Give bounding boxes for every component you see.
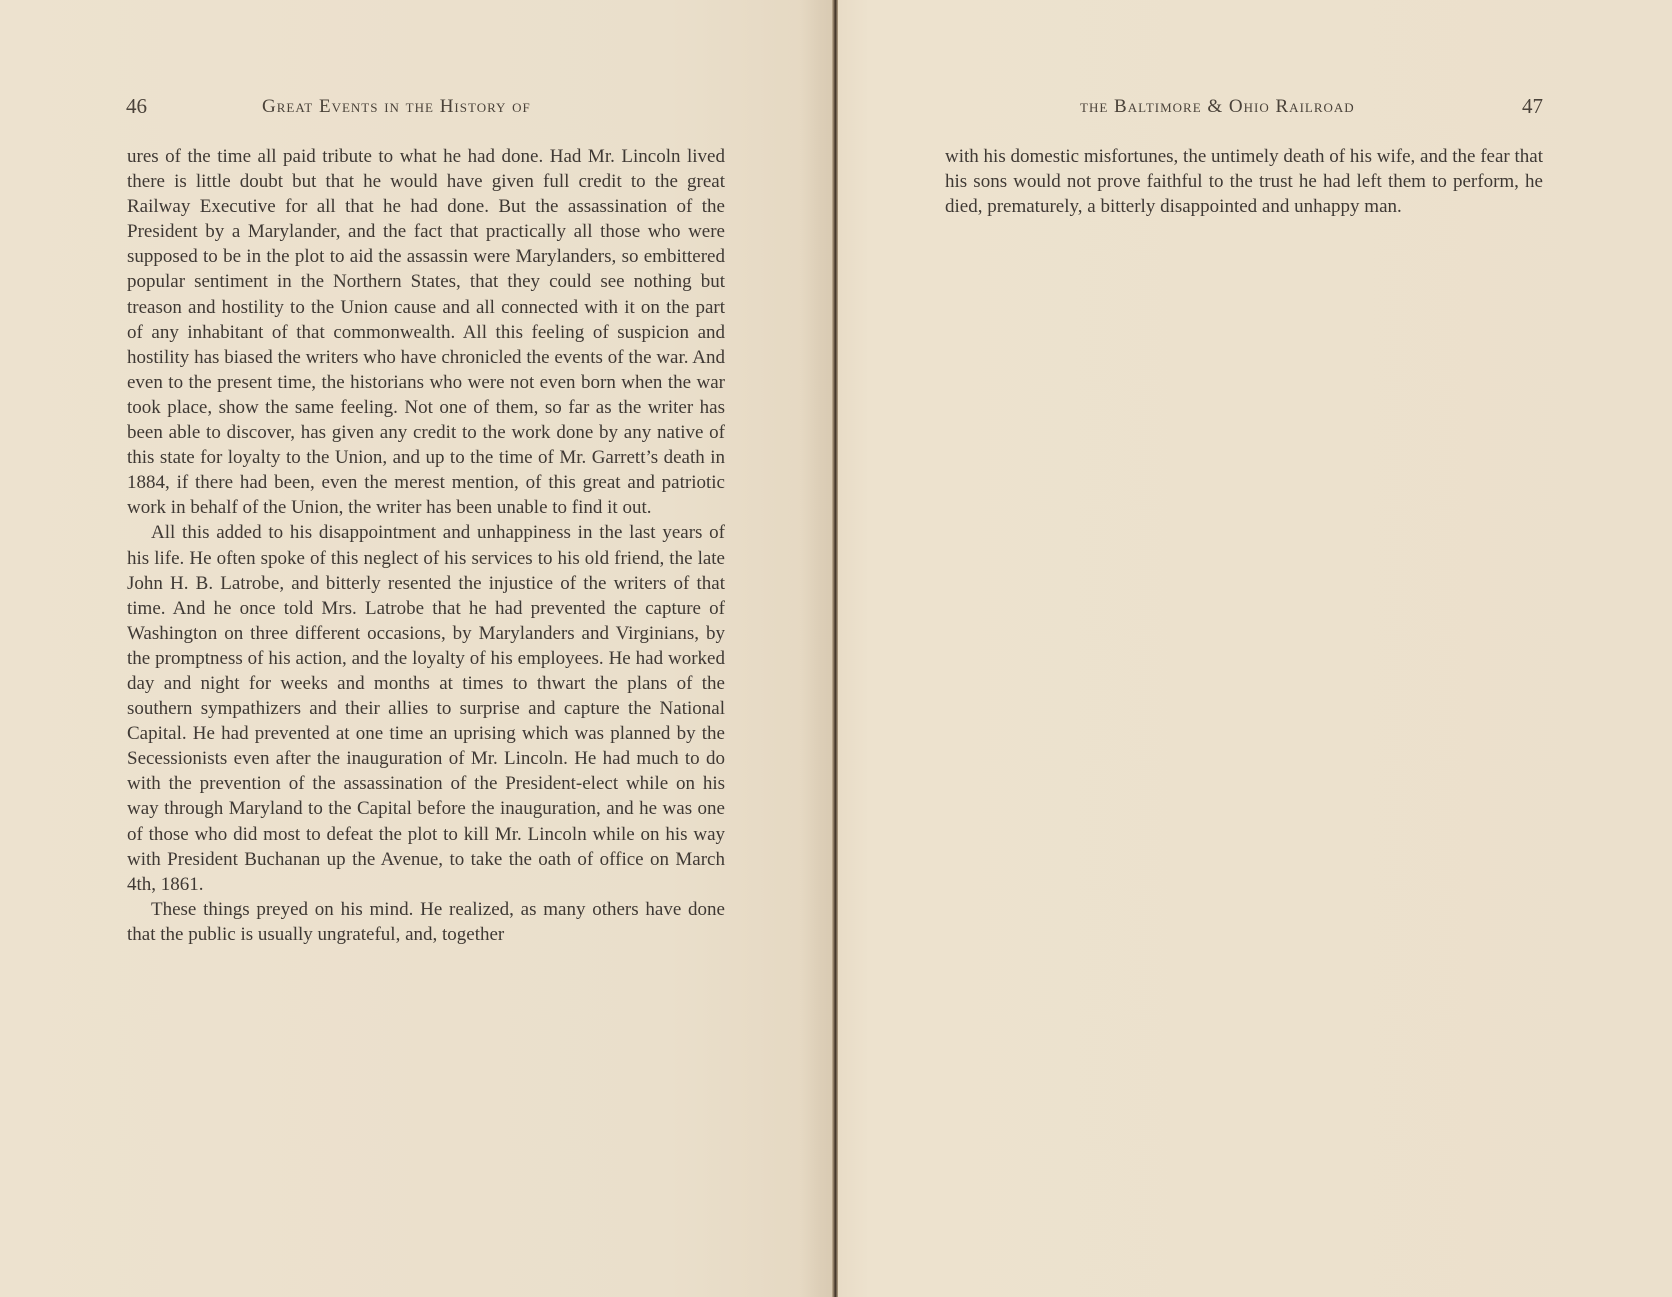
gutter-shadow	[800, 0, 832, 1297]
page-number-right: 47	[1522, 94, 1543, 118]
left-page	[0, 0, 834, 1297]
running-head-right: the Baltimore & Ohio Railroad	[1080, 96, 1355, 117]
page-number-left: 46	[126, 94, 147, 118]
paragraph: ures of the time all paid tribute to what he had done. Had Mr. Lincoln lived there is little doubt but that he would have given full credit to the great Railway Executive for all that he had done. But the assassination of the President by a Marylander, and the fact that practically all those who were supposed to be in the plot to aid the assassin were Marylanders, so embittered popular sentiment in the Northern States, that they could see nothing but treason and hostility to the Union cause and all connected with it on the part of any inhabitant of that commonwealth. All this feeling of suspicion and hostility has biased the writers who have chronicled the events of the war. And even to the present time, the historians who were not even born when the war took place, show the same feeling. Not one of them, so far as the writer has been able to discover, has given any credit to the work done by any native of this state for loyalty to the Union, and up to the time of Mr. Garrett’s death in 1884, if there had been, even the merest mention, of this great and patriotic work in behalf of the Union, the writer has been unable to find it out.	[127, 146, 725, 519]
running-head-left: Great Events in the History of	[262, 96, 531, 117]
right-page	[838, 0, 1672, 1297]
paragraph: All this added to his disappointment and unhappiness in the last years of his life. He often spoke of this neglect of his services to his old friend, the late John H. B. Latrobe, and bitterly resented the injustice of the writers of that time. And he once told Mrs. Latrobe that he had prevented the capture of Washington on three different occasions, by Marylanders and Virginians, by the promptness of his action, and the loyalty of his employees. He had worked day and night for weeks and months at times to thwart the plans of the southern sympathizers and their allies to surprise and capture the National Capital. He had prevented at one time an uprising which was planned by the Secessionists even after the inauguration of Mr. Lincoln. He had much to do with the prevention of the assassination of the President-elect while on his way through Maryland to the Capital before the inauguration, and he was one of those who did most to defeat the plot to kill Mr. Lincoln while on his way with President Buchanan up the Avenue, to take the oath of office on March 4th, 1861.	[127, 522, 725, 895]
paragraph: with his domestic misfortunes, the untimely death of his wife, and the fear that his sons would not prove faithful to the trust he had left them to perform, he died, prematurely, a bitterly disappointed and unhappy man.	[945, 146, 1543, 218]
body-text-left	[127, 144, 725, 947]
paragraph: These things preyed on his mind. He realized, as many others have done that the public is usually ungrateful, and, together	[127, 898, 725, 945]
body-text-right	[945, 144, 1543, 219]
